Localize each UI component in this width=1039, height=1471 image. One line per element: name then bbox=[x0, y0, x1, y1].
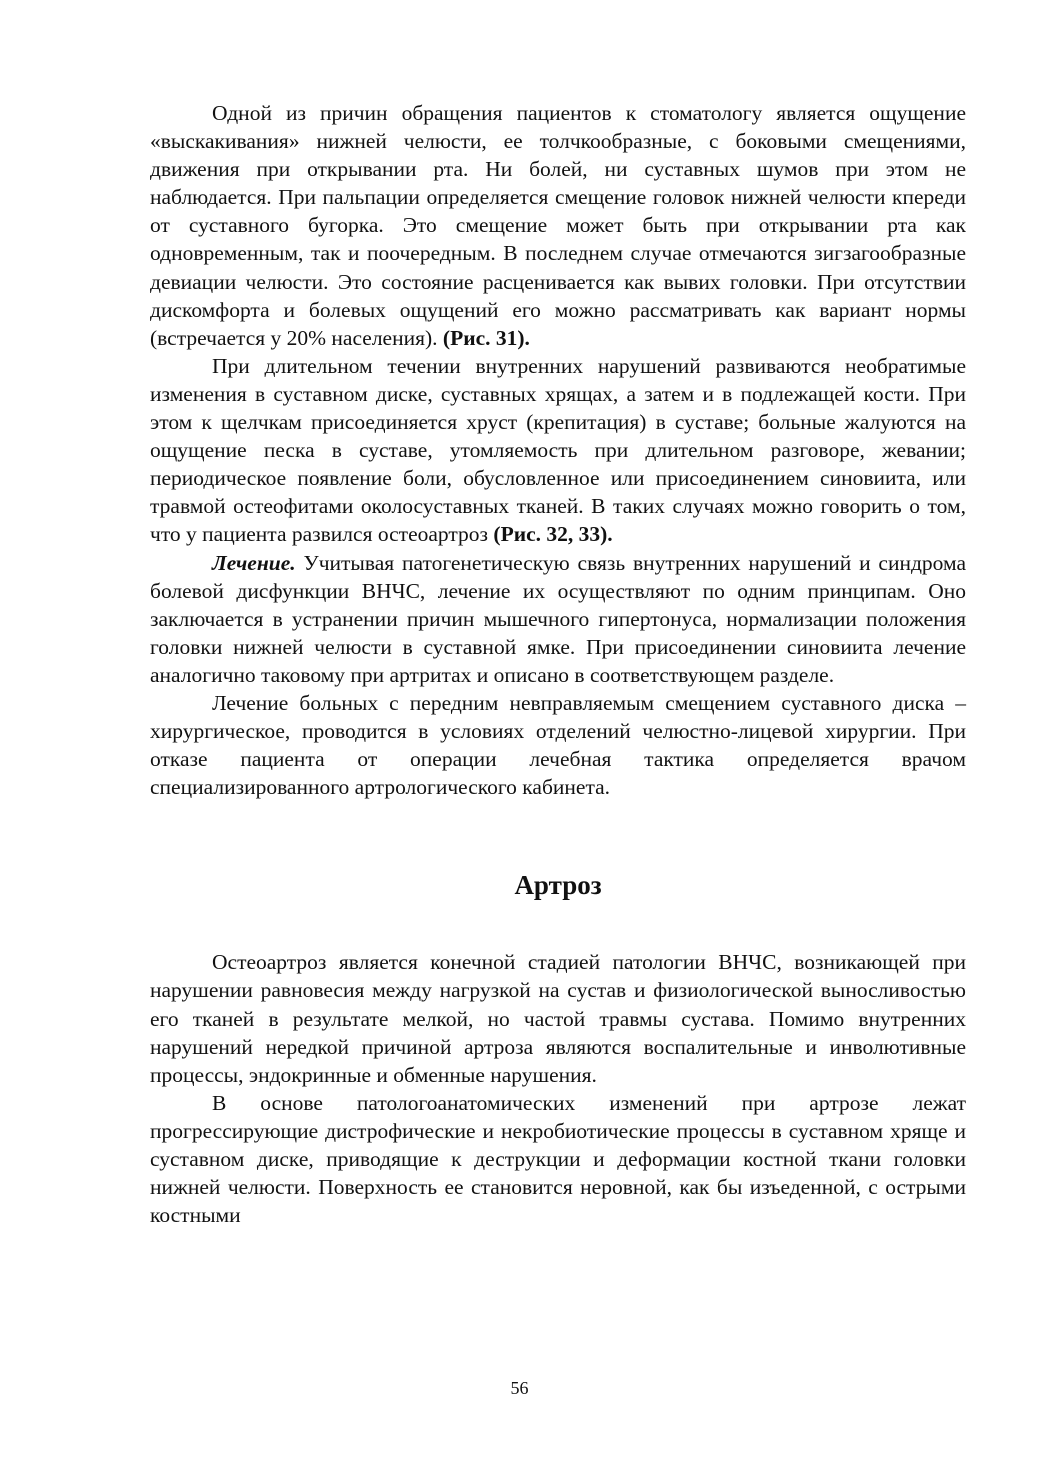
paragraph-1-text: Одной из причин обращения пациентов к стоматологу является ощущение «выскакивания» нижней челюсти, ее толчкообразные, с боковыми смещениями, движения при открывании рта. Ни болей, ни суставных шумов при этом не наблюдается. При пальпации определяется смещение головок нижней челюсти кпереди от суставного бугорка. Это смещение может быть при открывании рта как одновременным, так и поочередным. В последнем случае отмечаются зигзагообразные девиации челюсти. Это состояние расценивается как вывих головки. При отсутствии дискомфорта и болевых ощущений его можно рассматривать как вариант нормы (встречается у 20% населения). bbox=[150, 101, 966, 350]
figure-reference-32-33: (Рис. 32, 33). bbox=[493, 522, 613, 547]
paragraph-4 bbox=[150, 689, 966, 801]
section-heading: Артроз bbox=[514, 870, 602, 901]
paragraph-4-text: Лечение больных с передним невправляемым смещением суставного диска – хирургическое, проводится в условиях отделений челюстно-лицевой хирургии. При отказе пациента от операции лечебная тактика определяется врачом специализированного артрологического кабинета. bbox=[150, 690, 966, 800]
page-number: 56 bbox=[510, 1378, 529, 1398]
paragraph-2-text: При длительном течении внутренних нарушений развиваются необратимые изменения в суставном диске, суставных хрящах, а затем и в подлежащей кости. При этом к щелчкам присоединяется хруст (крепитация) в суставе; больные жалуются на ощущение песка в суставе, утомляемость при длительном разговоре, жевании; периодическое появление боли, обусловленное или присоединением синовиита, или травмой остеофитами околосуставных тканей. В таких случаях можно говорить о том, что у пациента развился остеоартроз bbox=[150, 353, 966, 547]
paragraph-2 bbox=[150, 352, 966, 549]
treatment-lead: Лечение. bbox=[212, 550, 296, 575]
paragraph-6 bbox=[150, 1089, 966, 1229]
paragraph-6-text: В основе патологоанатомических изменений при артрозе лежат прогрессирующие дистрофические и некробиотические процессы в суставном хряще и суставном диске, приводящие к деструкции и деформации костной ткани головки нижней челюсти. Поверхность ее становится неровной, как бы изъеденной, с острыми костными bbox=[150, 1090, 966, 1228]
paragraph-5 bbox=[150, 948, 966, 1088]
document-page bbox=[150, 99, 966, 1229]
paragraph-5-text: Остеоартроз является конечной стадией патологии ВНЧС, возникающей при нарушении равновесия между нагрузкой на сустав и физиологической выносливостью его тканей в результате мелкой, но частой травмы сустава. Помимо внутренних нарушений нередкой причиной артроза являются воспалительные и инволютивные процессы, эндокринные и обменные нарушения. bbox=[150, 950, 966, 1087]
paragraph-1 bbox=[150, 99, 966, 352]
paragraph-3-text: Учитывая патогенетическую связь внутренних нарушений и синдрома болевой дисфункции ВНЧС, лечение их осуществляют по одним принципам. Оно заключается в устранении причин мышечного гипертонуса, нормализации положения головки нижней челюсти в суставной ямке. При присоединении синовиита лечение аналогично таковому при артритах и описано в соответствующем разделе. bbox=[150, 550, 966, 687]
figure-reference-31: (Рис. 31). bbox=[442, 325, 530, 350]
paragraph-3 bbox=[150, 549, 966, 689]
